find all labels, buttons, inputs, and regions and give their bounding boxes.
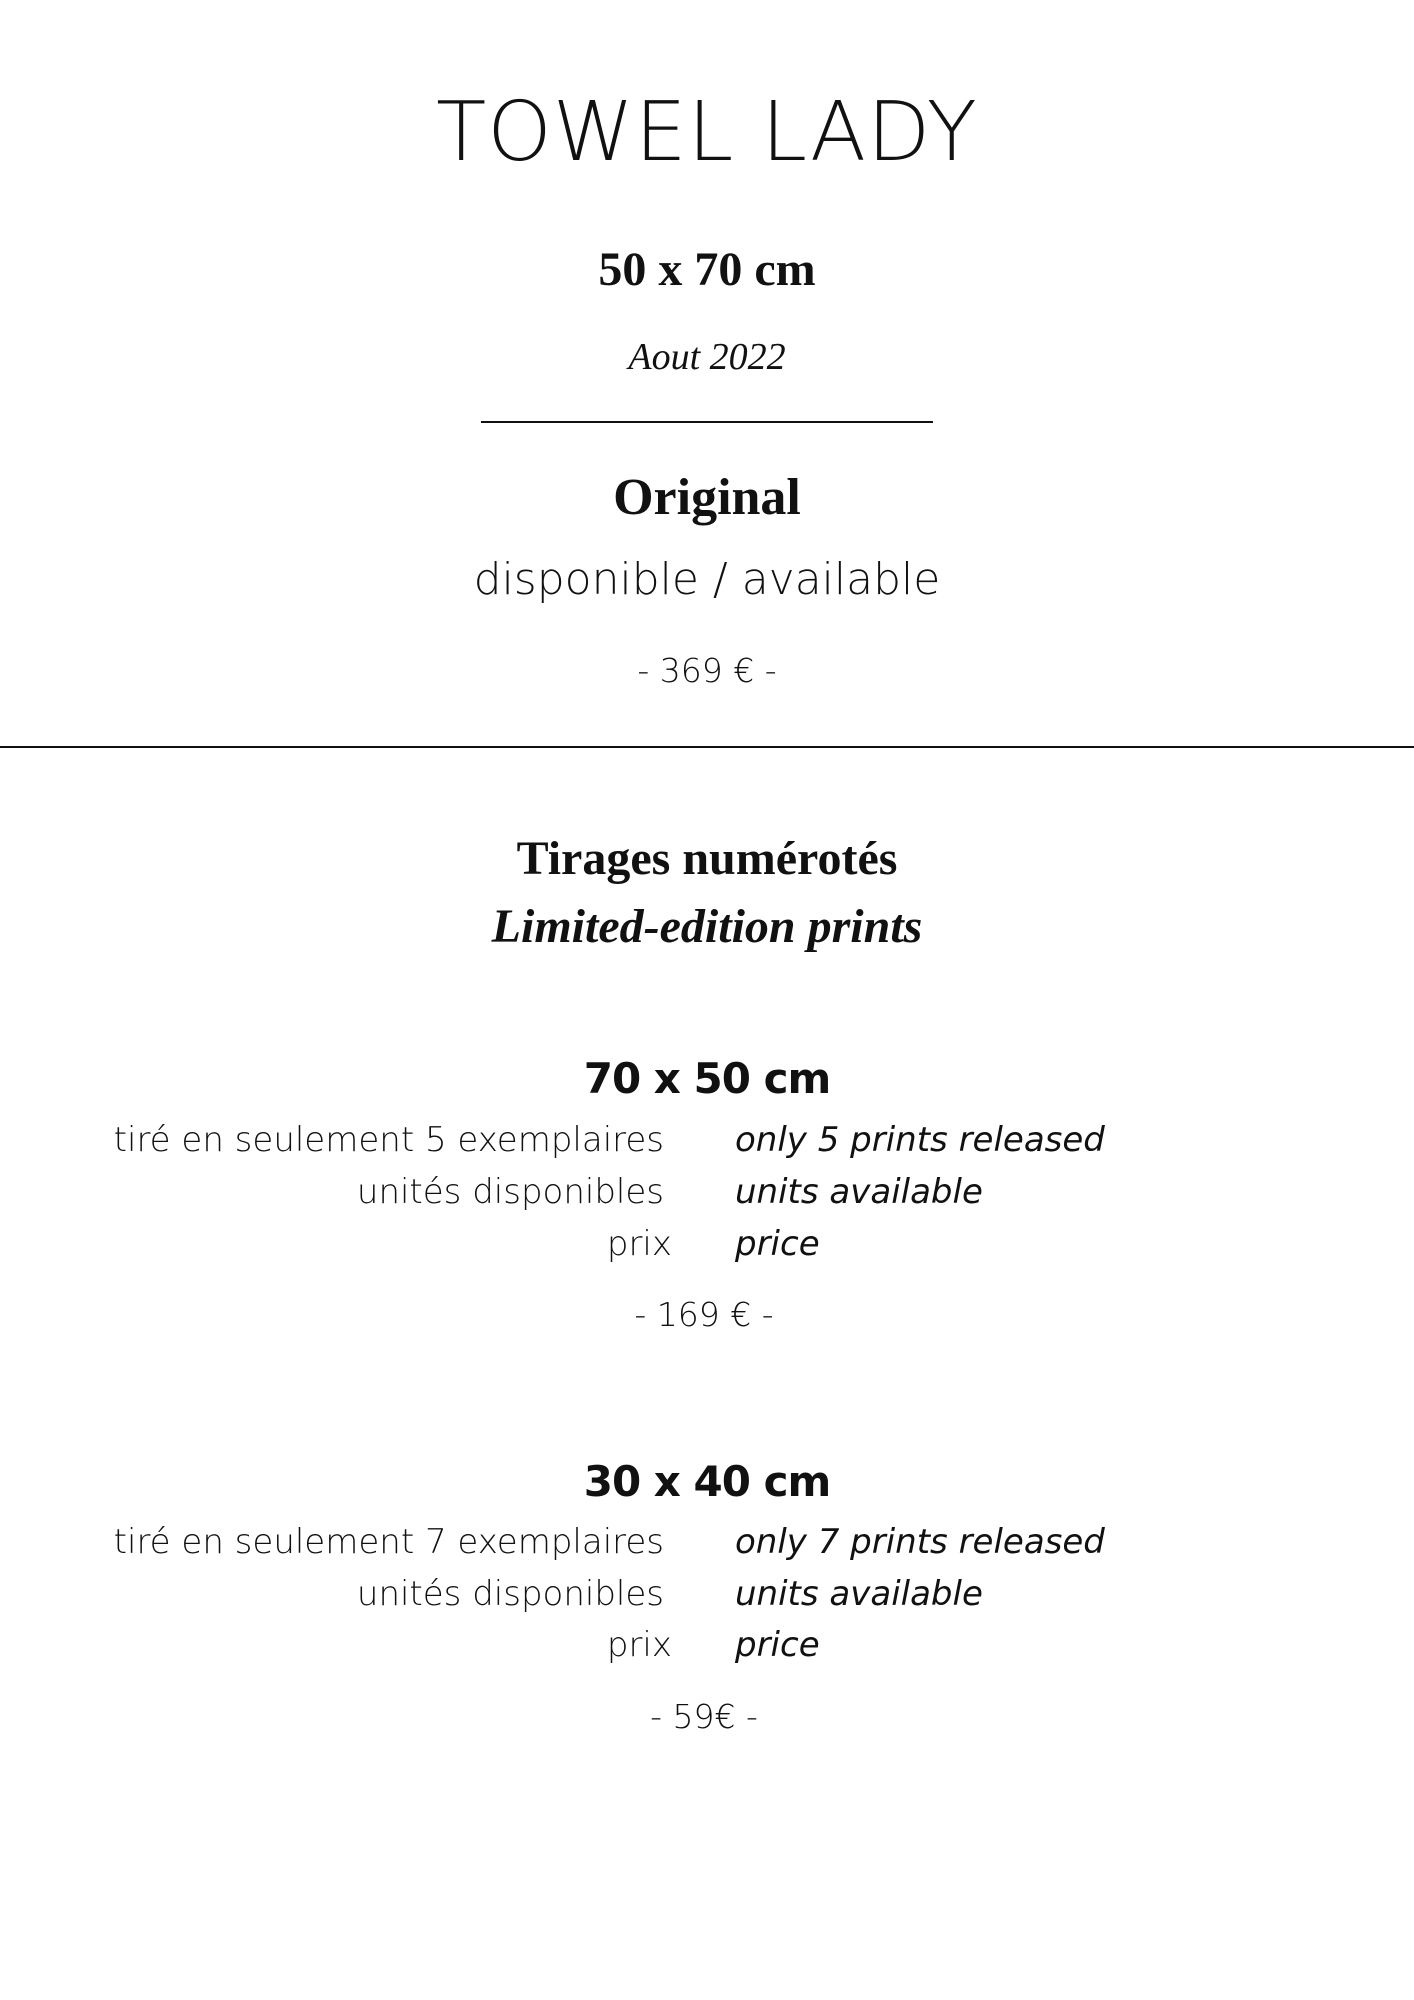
edition-size: 30 x 40 cm [583, 1457, 831, 1506]
prints-heading-fr: Tirages numérotés [516, 832, 898, 885]
edition-available-fr: unités disponibles [356, 1574, 664, 1614]
original-heading: Original [613, 469, 801, 526]
edition-released-en: only 7 prints released [735, 1522, 1105, 1562]
edition-available-fr: unités disponibles [356, 1172, 664, 1212]
edition-price-label-en: price [735, 1625, 820, 1665]
section-divider [0, 746, 1414, 748]
edition-released-fr: tiré en seulement 7 exemplaires [113, 1522, 664, 1562]
edition-price-label-fr: prix [606, 1625, 672, 1665]
prints-heading-en: Limited-edition prints [491, 900, 923, 953]
artwork-dimensions: 50 x 70 cm [598, 243, 816, 296]
edition-price: - 59€ - [650, 1697, 758, 1736]
edition-released-fr: tiré en seulement 5 exemplaires [113, 1120, 664, 1160]
edition-price-label-en: price [735, 1224, 820, 1264]
edition-available-en: units available [735, 1574, 983, 1614]
original-availability: disponible / available [473, 554, 941, 605]
page-title: TOWEL LADY [436, 85, 978, 180]
artwork-date: Aout 2022 [628, 336, 786, 378]
header-divider [481, 421, 933, 423]
edition-released-en: only 5 prints released [735, 1120, 1105, 1160]
edition-price: - 169 € - [634, 1295, 774, 1334]
edition-size: 70 x 50 cm [583, 1054, 831, 1103]
edition-price-label-fr: prix [606, 1224, 672, 1264]
original-price: - 369 € - [637, 651, 777, 690]
edition-available-en: units available [735, 1172, 983, 1212]
